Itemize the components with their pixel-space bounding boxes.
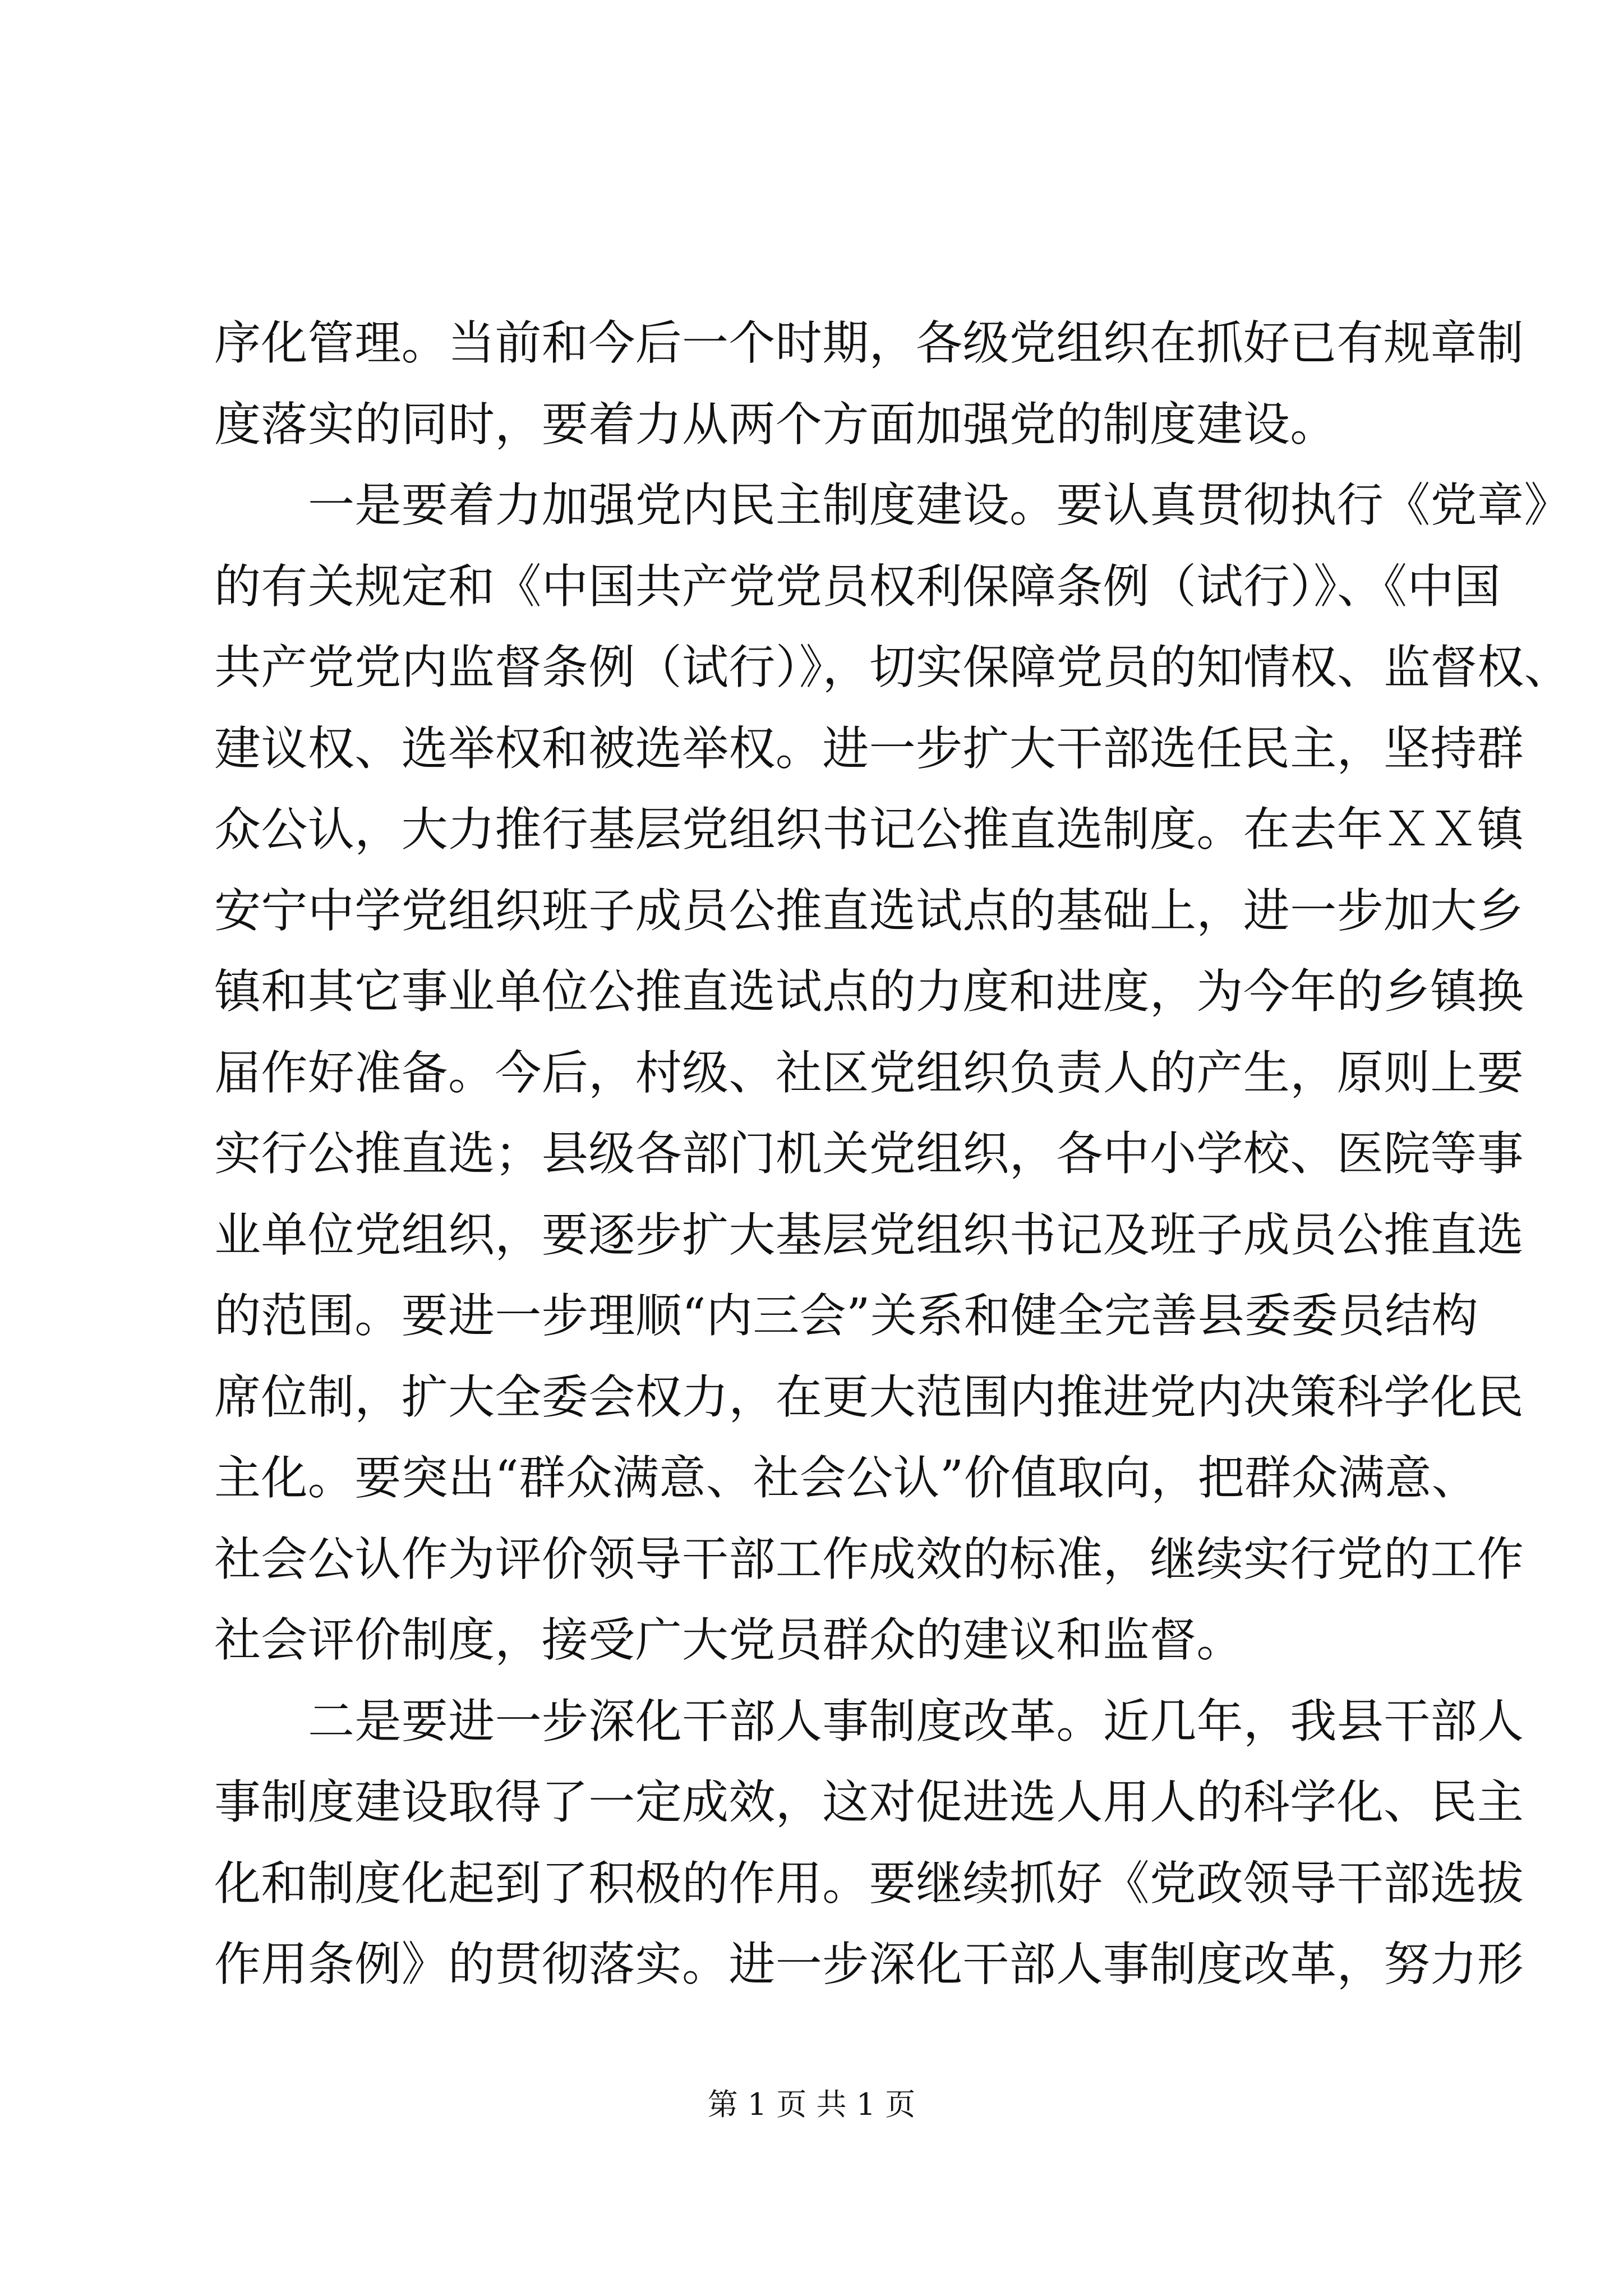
text-line: 席位制，扩大全委会权力，在更大范围内推进党内决策科学化民 xyxy=(214,1369,1524,1424)
text-line: 作用条例》的贯彻落实。进一步深化干部人事制度改革，努力形 xyxy=(214,1937,1524,1991)
text-line: 事制度建设取得了一定成效，这对促进选人用人的科学化、民主 xyxy=(214,1775,1524,1829)
text-line: 镇和其它事业单位公推直选试点的力度和进度，为今年的乡镇换 xyxy=(214,964,1524,1019)
text-line: 安宁中学党组织班子成员公推直选试点的基础上，进一步加大乡 xyxy=(214,883,1524,938)
text-line: 主化。要突出“群众满意、社会公认”价值取向，把群众满意、 xyxy=(214,1451,1479,1505)
text-line: 实行公推直选；县级各部门机关党组织，各中小学校、医院等事 xyxy=(214,1126,1524,1181)
text-line: 度落实的同时，要着力从两个方面加强党的制度建设。 xyxy=(214,397,1337,452)
page-footer xyxy=(0,2085,1623,2124)
text-line: 社会公认作为评价领导干部工作成效的标准，继续实行党的工作 xyxy=(214,1531,1524,1586)
paragraph-start-line: 一是要着力加强党内民主制度建设。要认真贯彻执行《党章》 xyxy=(308,478,1571,532)
text-line: 化和制度化起到了积极的作用。要继续抓好《党政领导干部选拔 xyxy=(214,1856,1524,1911)
page-number-label: 第 1 页 共 1 页 xyxy=(707,2087,916,2122)
text-line: 的有关规定和《中国共产党党员权利保障条例（试行）》、《中国 xyxy=(214,559,1501,614)
text-line: 届作好准备。今后，村级、社区党组织负责人的产生，原则上要 xyxy=(214,1045,1524,1100)
document-body xyxy=(214,303,1571,2005)
paragraph-start-line: 二是要进一步深化干部人事制度改革。近几年，我县干部人 xyxy=(308,1694,1524,1749)
text-line: 共产党党内监督条例（试行）》，切实保障党员的知情权、监督权、 xyxy=(214,640,1571,694)
text-line: 的范围。要进一步理顺“内三会”关系和健全完善县委委员结构 xyxy=(214,1289,1479,1343)
text-line: 众公认，大力推行基层党组织书记公推直选制度。在去年ＸＸ镇 xyxy=(214,802,1524,857)
text-line: 序化管理。当前和今后一个时期，各级党组织在抓好已有规章制 xyxy=(214,316,1524,370)
text-line: 业单位党组织，要逐步扩大基层党组织书记及班子成员公推直选 xyxy=(214,1207,1524,1262)
text-line: 社会评价制度，接受广大党员群众的建议和监督。 xyxy=(214,1613,1243,1667)
text-line: 建议权、选举权和被选举权。进一步扩大干部选任民主，坚持群 xyxy=(214,721,1524,776)
